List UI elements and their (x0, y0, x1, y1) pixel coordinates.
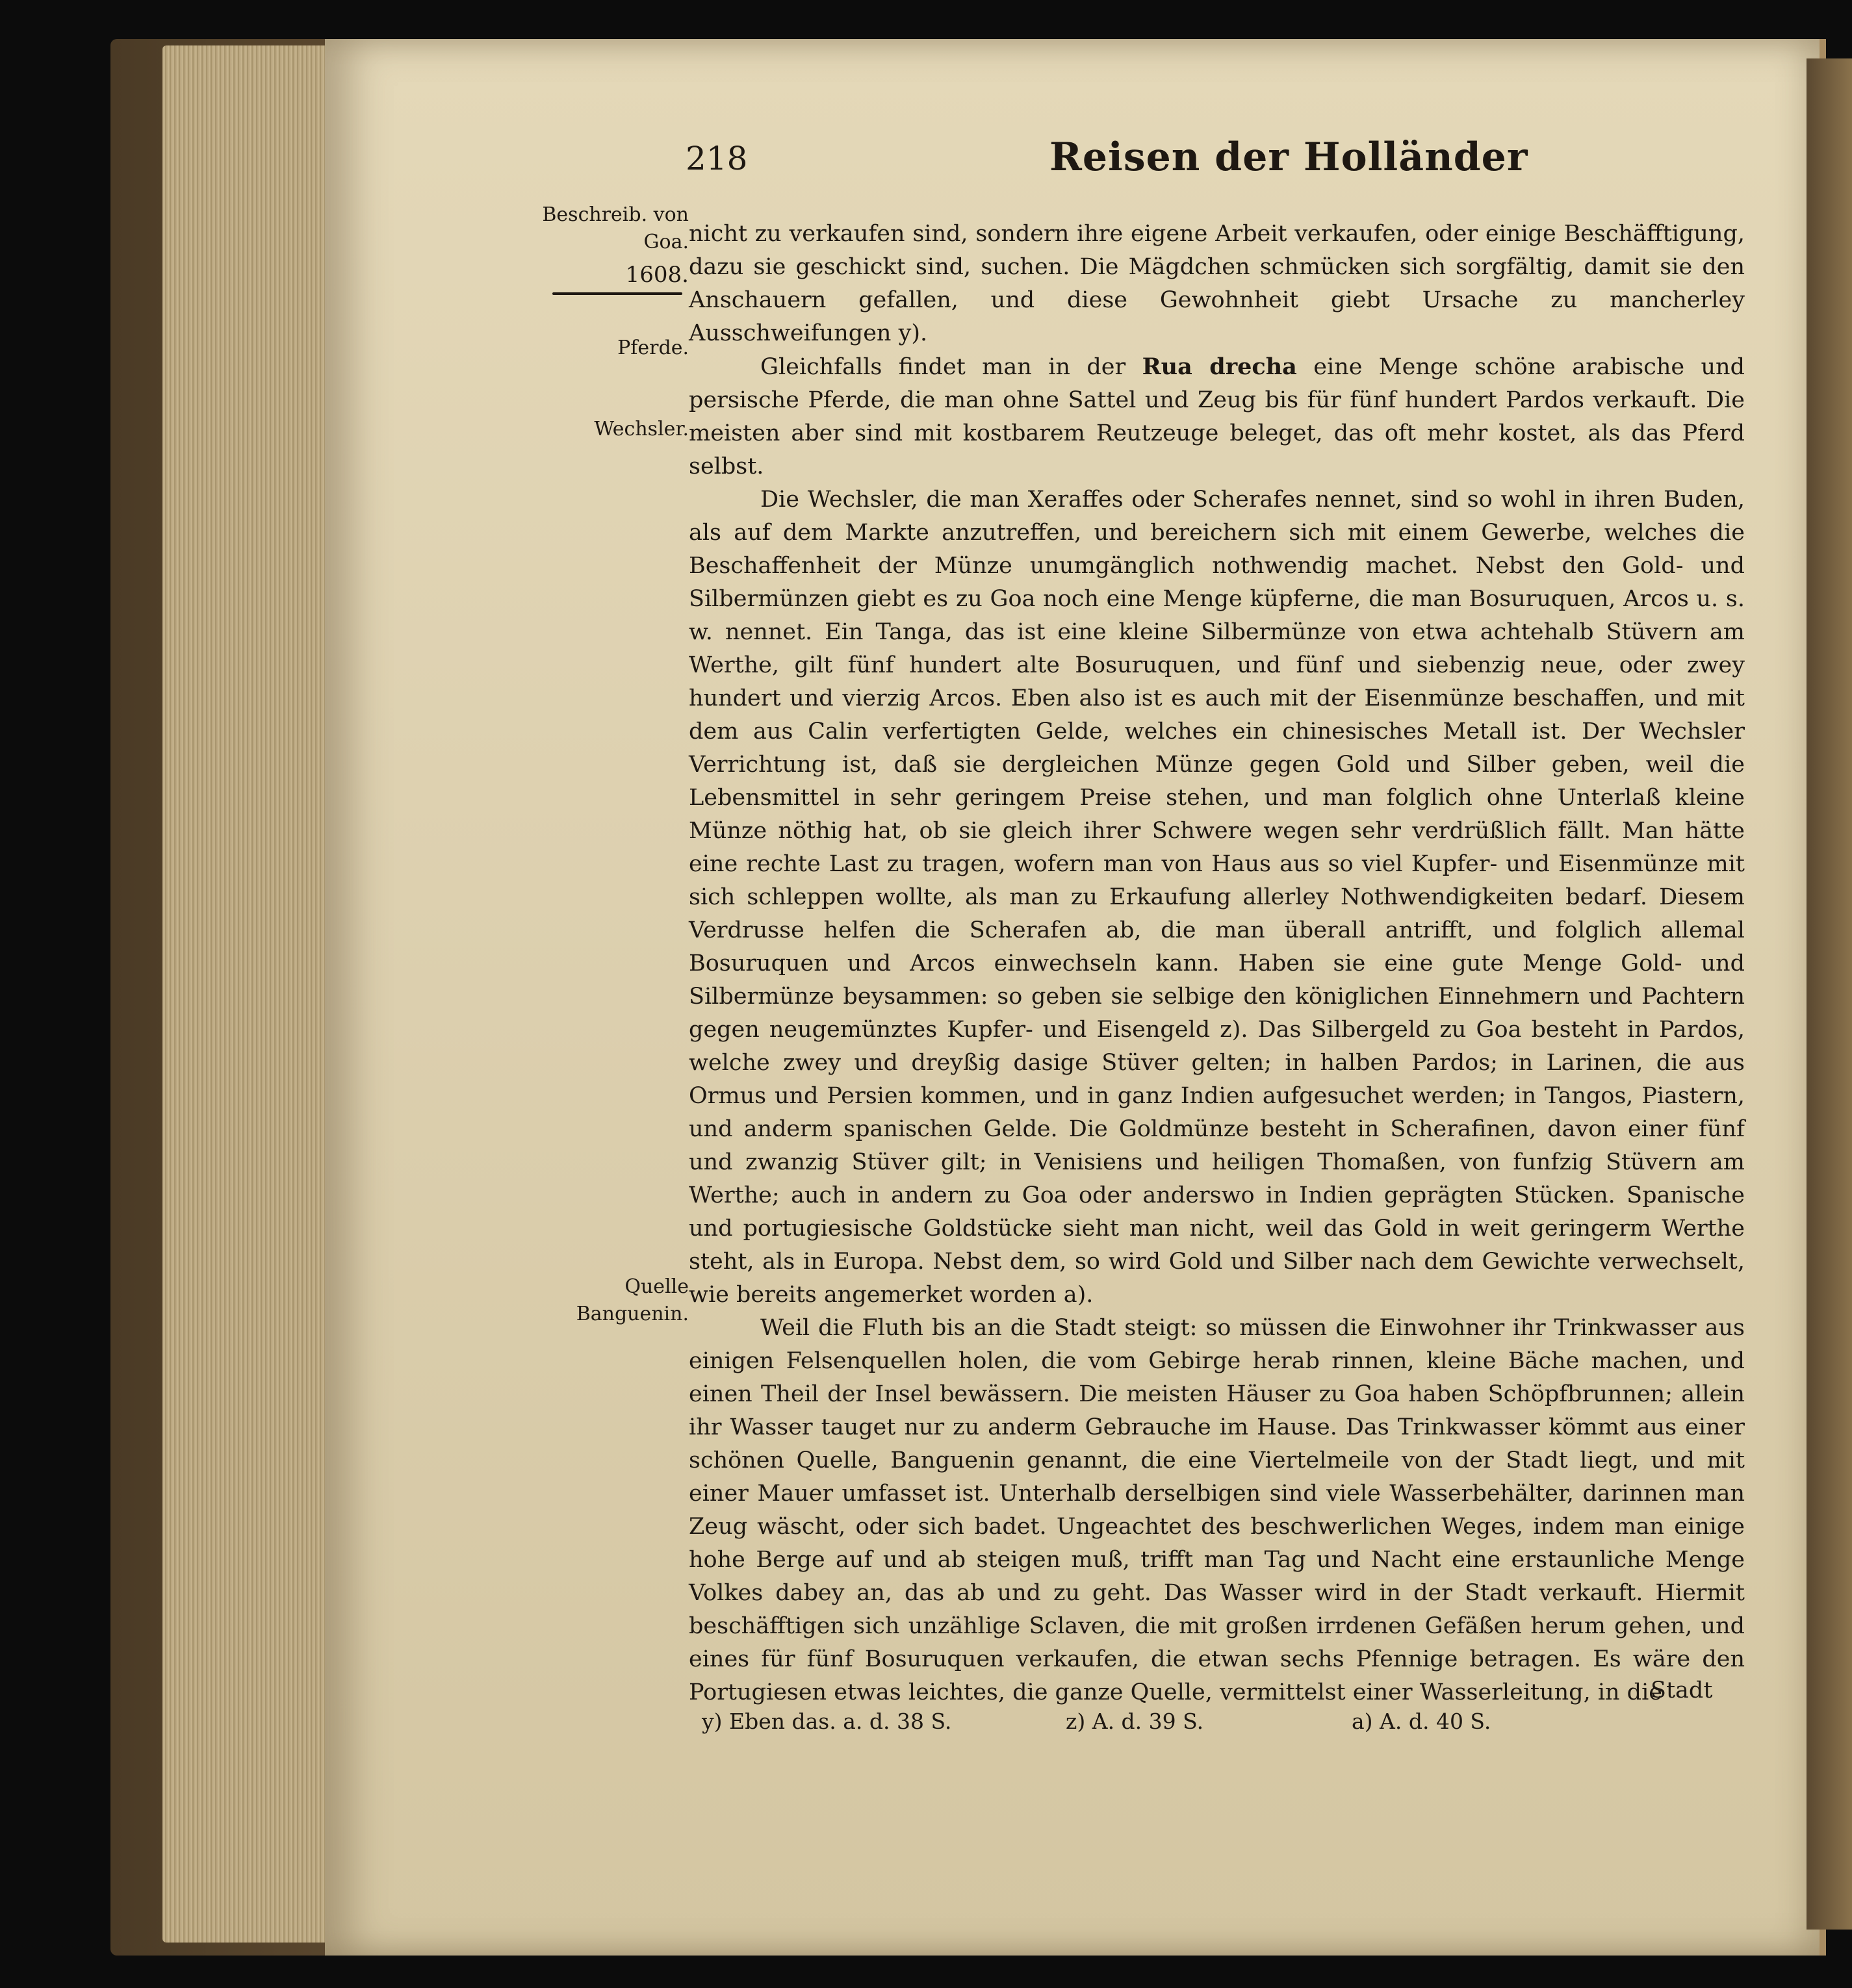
page-edges (162, 45, 325, 1943)
term-rua-drecha: Rua drecha (1142, 353, 1297, 380)
page-header (686, 134, 1751, 192)
paragraph-money-changers: Die Wechsler, die man Xeraffes oder Scherafes nennet, sind so wohl in ihren Buden, als auf dem Markte anzutreffen, und bereichern sich mit einem Gewerbe, welches die Beschaffenheit der Münze unumgänglich nothwendig machet. Nebst den Gold- und Silbermünzen giebt es zu Goa noch eine Menge küpferne, die man Bosuruquen, Arcos u. s. w. nennet. Ein Tanga, das ist eine kleine Silbermünze von etwa achtehalb Stüvern am Werthe, gilt fünf hundert alte Bosuruquen, und fünf und siebenzig neue, oder zwey hundert und vierzig Arcos. Eben also ist es auch mit der Eisenmünze beschaffen, und mit dem aus Calin verfertigten Gelde, welches ein chinesisches Metall ist. Der Wechsler Verrichtung ist, daß sie dergleichen Münze gegen Gold und Silber geben, weil die Lebensmittel in sehr geringem Preise stehen, und man folglich ohne Unterlaß kleine Münze nöthig hat, ob sie gleich ihrer Schwere wegen sehr verdrüßlich fällt. Man hätte eine rechte Last zu tragen, wofern man von Haus aus so viel Kupfer- und Eisenmünze mit sich schleppen wollte, als man zu Erkaufung allerley Nothwendigkeiten bedarf. Diesem Verdrusse helfen die Scherafen ab, die man überall antrifft, und folglich allemal Bosuruquen und Arcos einwechseln kann. Haben sie eine gute Menge Gold- und Silbermünze beysammen: so geben sie selbige den königlichen Einnehmern und Pachtern gegen neugemünztes Kupfer- und Eisengeld z). Das Silbergeld zu Goa besteht in Pardos, welche zwey und dreyßig dasige Stüver gelten; in halben Pardos; in Larinen, die aus Ormus und Persien kommen, und in ganz Indien aufgesuchet werden; in Tangos, Piastern, und anderm spanischen Gelde. Die Goldmünze besteht in Scherafinen, davon einer fünf und zwanzig Stüver gilt; in Venisiens und heiligen Thomaßen, von funfzig Stüvern am Werthe; auch in andern zu Goa oder anderswo in Indien geprägten Stücken. Spanische und portugiesische Goldstücke sieht man nicht, weil das Gold in weit geringerm Werthe steht, als in Europa. Nebst dem, so wird Gold und Silber nach dem Gewichte verwechselt, wie bereits angemerket worden a). (689, 487, 1745, 1308)
footnote-y: y) Eben das. a. d. 38 S. (702, 1709, 952, 1734)
margin-note-horses: Pferde. (617, 337, 689, 359)
margin-note-year: 1608. (625, 262, 689, 288)
margin-note-rule (552, 292, 682, 295)
paragraph-continuation: nicht zu verkaufen sind, sondern ihre eigene Arbeit verkaufen, oder einige Beschäfftigung, dazu sie geschickt sind, suchen. Die Mägdchen schmücken sich sorgfältig, damit sie den Anschauern gefallen, und diese Gewohnheit giebt Ursache zu mancherley Ausschweifungen y). (689, 221, 1745, 346)
paragraph-horses (689, 350, 1745, 483)
catchword: Stadt (1651, 1677, 1713, 1703)
paragraph-horses-end: eine Menge schöne arabische und persische Pferde, die man ohne Sattel und Zeug bis für fünf hundert Pardos verkauft. Die meisten aber sind mit kostbarem Reutzeuge beleget, das oft mehr kostet, als das Pferd selbst. (689, 354, 1745, 479)
margin-note-spring: Quelle Banguenin. (576, 1275, 689, 1325)
margin-note-section: Beschreib. von Goa. (542, 203, 689, 253)
footnotes (702, 1709, 1716, 1748)
paragraph-horses-start: Gleichfalls findet man in der (760, 354, 1142, 380)
footnote-z: z) A. d. 39 S. (1066, 1709, 1204, 1734)
book-gutter (1807, 58, 1852, 1930)
footnote-a: a) A. d. 40 S. (1352, 1709, 1491, 1734)
margin-notes (526, 201, 689, 1371)
margin-note-changers: Wechsler. (594, 418, 689, 440)
page-number: 218 (686, 140, 748, 177)
paragraph-water: Weil die Fluth bis an die Stadt steigt: so müssen die Einwohner ihr Trinkwasser aus einigen Felsenquellen holen, die vom Gebirge herab rinnen, kleine Bäche machen, und einen Theil der Insel bewässern. Die meisten Häuser zu Goa haben Schöpfbrunnen; allein ihr Wasser tauget nur zu anderm Gebrauche im Hause. Das Trinkwasser kömmt aus einer schönen Quelle, Banguenin genannt, die eine Viertelmeile von der Stadt liegt, und mit einer Mauer umfasset ist. Unterhalb derselbigen sind viele Wasserbehälter, darinnen man Zeug wäscht, oder sich badet. Ungeachtet des beschwerlichen Weges, indem man einige hohe Berge auf und ab steigen muß, trifft man Tag und Nacht eine erstaunliche Menge Volkes dabey an, das ab und zu geht. Das Wasser wird in der Stadt verkauft. Hiermit beschäfftigen sich unzählige Sclaven, die mit großen irrdenen Gefäßen herum gehen, und eines für fünf Bosuruquen verkaufen, die etwan sechs Pfennige betragen. Es wäre den Portugiesen etwas leichtes, die ganze Quelle, vermittelst einer Wasserleitung, in die (689, 1315, 1745, 1705)
main-text (689, 218, 1745, 1709)
running-title: Reisen der Holländer (1049, 134, 1528, 180)
